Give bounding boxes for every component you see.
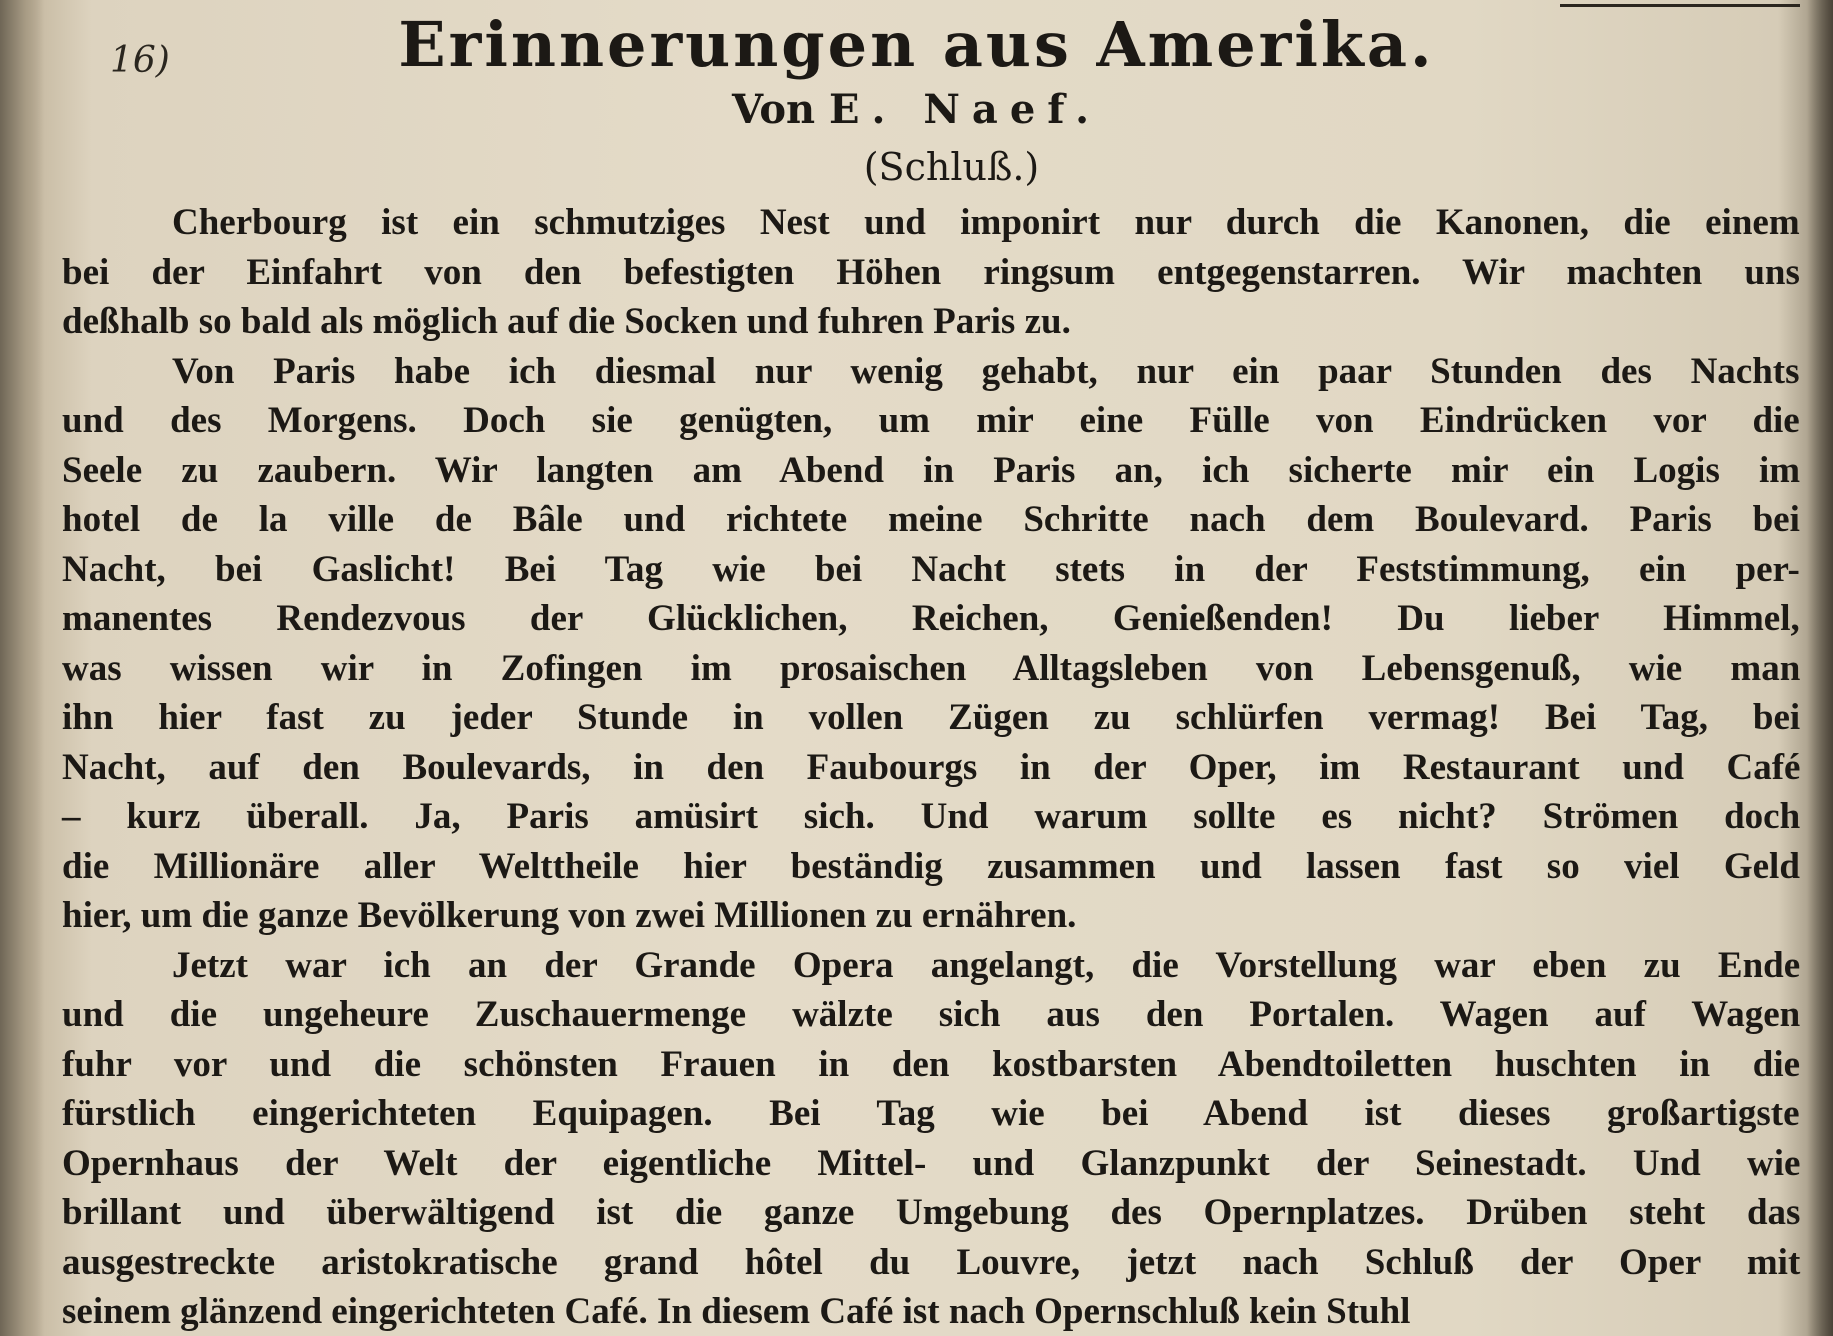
text-line: Opernhaus der Welt der eigentliche Mittel- und Glanzpunkt der Seinestadt. Und wie xyxy=(62,1142,1801,1184)
text-line: – kurz überall. Ja, Paris amüsirt sich. Und warum sollte es nicht? Strömen doch xyxy=(62,796,1801,837)
paragraph xyxy=(62,347,1800,941)
text-line: hier, um die ganze Bevölkerung von zwei Millionen zu ernähren. xyxy=(62,895,1077,936)
text-line: Cherbourg ist ein schmutziges Nest und imponirt nur durch die Kanonen, die einem xyxy=(172,202,1800,243)
byline-author: E. Naef. xyxy=(829,86,1102,133)
page-left-shadow xyxy=(0,0,44,1336)
text-line: manentes Rendezvous der Glücklichen, Reichen, Genießenden! Du lieber Himmel, xyxy=(62,598,1800,639)
text-line: die Millionäre aller Welttheile hier beständig zusammen und lassen fast so viel Geld xyxy=(62,845,1800,887)
page-number: 16) xyxy=(110,40,170,81)
text-line: und des Morgens. Doch sie genügten, um mir eine Fülle von Eindrücken vor die xyxy=(62,400,1800,441)
text-line: seinem glänzend eingerichteten Café. In diesem Café ist nach Opernschluß kein Stuhl xyxy=(62,1291,1411,1332)
article-title: Erinnerungen aus Amerika. xyxy=(398,8,1435,81)
text-line: ausgestreckte aristokratische grand hôtel du Louvre, jetzt nach Schluß der Oper mit xyxy=(62,1241,1801,1283)
paragraph xyxy=(62,198,1800,347)
text-line: ihn hier fast zu jeder Stunde in vollen Zügen zu schlürfen vermag! Bei Tag, bei xyxy=(62,697,1801,738)
byline-prefix: Von xyxy=(731,86,816,133)
text-line: fürstlich eingerichteten Equipagen. Bei Tag wie bei Abend ist dieses großartigste xyxy=(62,1093,1800,1134)
text-line: hotel de la ville de Bâle und richtete meine Schritte nach dem Boulevard. Paris bei xyxy=(62,499,1800,540)
text-line: Von Paris habe ich diesmal nur wenig gehabt, nur ein paar Stunden des Nachts xyxy=(172,350,1800,392)
text-line: deßhalb so bald als möglich auf die Socken und fuhren Paris zu. xyxy=(62,301,1071,342)
text-line: Nacht, auf den Boulevards, in den Faubourgs in der Oper, im Restaurant und Café xyxy=(62,746,1801,788)
text-line: fuhr vor und die schönsten Frauen in den kostbarsten Abendtoiletten huschten in die xyxy=(62,1043,1801,1085)
text-line: und die ungeheure Zuschauermenge wälzte sich aus den Portalen. Wagen auf Wagen xyxy=(62,994,1801,1035)
top-rule xyxy=(1560,4,1800,7)
article-byline xyxy=(0,86,1833,133)
paragraph xyxy=(62,941,1800,1336)
text-line: was wissen wir in Zofingen im prosaischen Alltagsleben von Lebensgenuß, wie man xyxy=(62,647,1801,689)
text-line: brillant und überwältigend ist die ganze Umgebung des Opernplatzes. Drüben steht das xyxy=(62,1192,1801,1233)
article-body xyxy=(62,198,1800,1336)
continuation-note: (Schluß.) xyxy=(863,145,1040,189)
text-line: Jetzt war ich an der Grande Opera angelangt, die Vorstellung war eben zu Ende xyxy=(172,944,1801,986)
text-line: Nacht, bei Gaslicht! Bei Tag wie bei Nacht stets in der Feststimmung, ein per- xyxy=(62,548,1800,590)
text-line: Seele zu zaubern. Wir langten am Abend in Paris an, ich sicherte mir ein Logis im xyxy=(62,449,1801,491)
page-right-shadow xyxy=(1807,0,1833,1336)
text-line: bei der Einfahrt von den befestigten Höhen ringsum entgegenstarren. Wir machten uns xyxy=(62,251,1800,293)
